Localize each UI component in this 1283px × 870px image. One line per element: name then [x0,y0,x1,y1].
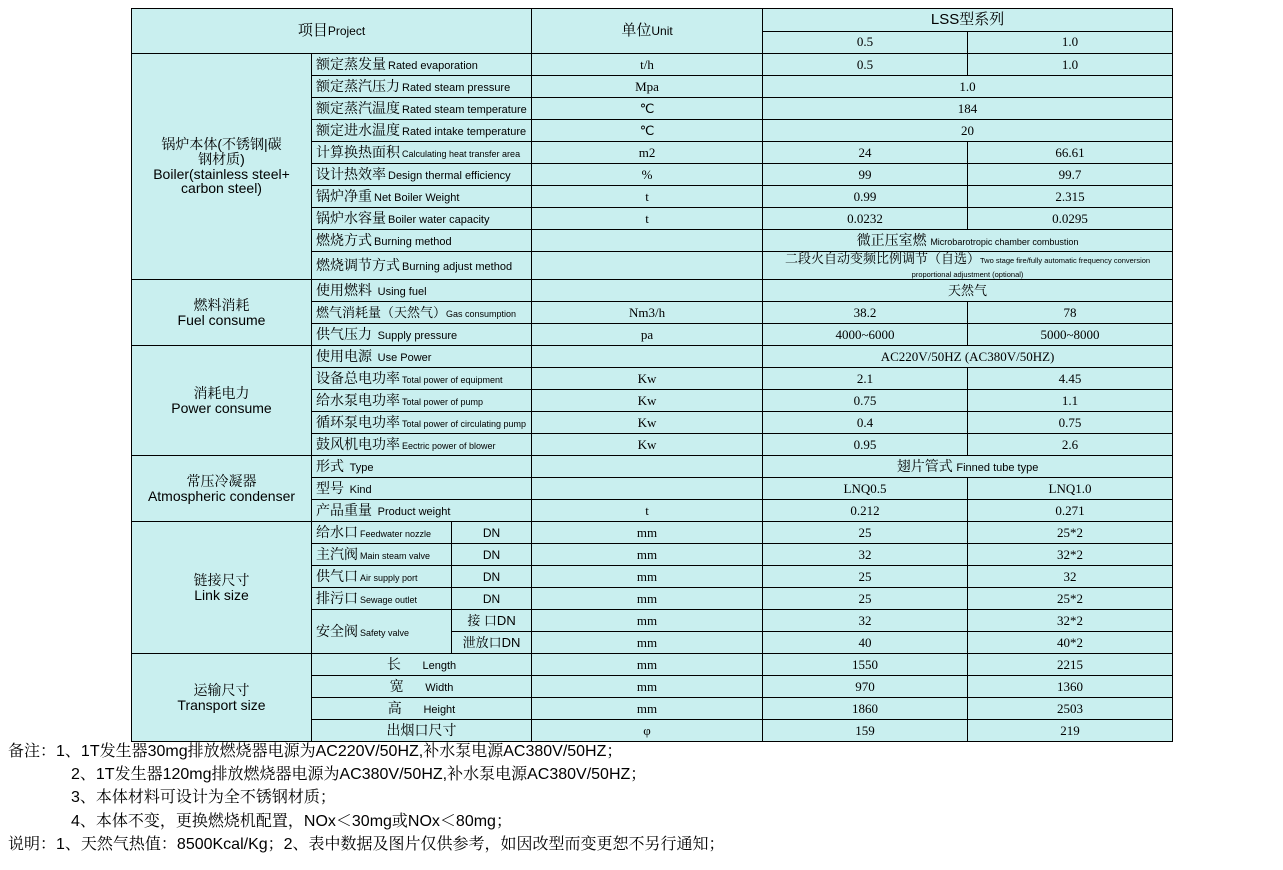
item-value-0: 970 [763,676,968,698]
remark-text: 3、本体材料可设计为全不锈钢材质； [71,789,336,807]
item-unit: pa [532,324,763,346]
item-value-0: 25 [763,522,968,544]
item-label: 锅炉净重 Net Boiler Weight [312,186,532,208]
explain-label: 说明： [8,835,57,853]
item-unit: mm [532,566,763,588]
item-sublabel: DN [452,588,532,610]
item-unit: mm [532,676,763,698]
remark-text: 4、本体不变，更换燃烧机配置，NOx＜30mg或NOx＜80mg； [71,812,512,830]
explain-text: 1、天然气热值：8500Kcal/Kg；2、表中数据及图片仅供参考，如因改型而变更恕不另行通知； [56,835,725,853]
item-value-1: 2.315 [968,186,1173,208]
item-value-0: 0.5 [763,54,968,76]
item-unit: mm [532,522,763,544]
table-row [132,456,1173,478]
item-value-0: 32 [763,610,968,632]
item-value-merged: 184 [763,98,1173,120]
header-series: LSS型系列 [763,9,1173,32]
item-label: 设计热效率 Design thermal efficiency [312,164,532,186]
item-sublabel: DN [452,566,532,588]
item-value-0: LNQ0.5 [763,478,968,500]
item-label: 额定蒸发量 Rated evaporation [312,54,532,76]
item-label-smoke-outlet: 出烟口尺寸 [312,720,532,742]
item-value-0: 0.75 [763,390,968,412]
item-unit: t [532,500,763,522]
item-value-0: 32 [763,544,968,566]
group-transport-size: 运输尺寸 Transport size [132,654,312,742]
table-row [132,522,1173,544]
group-link-size: 链接尺寸 Link size [132,522,312,654]
item-value-0: 25 [763,588,968,610]
item-unit: Kw [532,368,763,390]
remark-text: 1、1T发生器30mg排放燃烧器电源为AC220V/50HZ,补水泵电源AC380V/50HZ； [56,743,623,760]
item-unit: mm [532,654,763,676]
item-label: 使用燃料 Using fuel [312,280,532,302]
item-label: 额定蒸汽压力 Rated steam pressure [312,76,532,98]
table-row [132,346,1173,368]
item-value-1: LNQ1.0 [968,478,1173,500]
remark-line-1 [8,740,1278,763]
header-unit: 单位Unit [532,9,763,54]
item-value-0: 0.95 [763,434,968,456]
item-value-1: 1360 [968,676,1173,698]
group-fuel: 燃料消耗 Fuel consume [132,280,312,346]
item-value-1: 0.271 [968,500,1173,522]
item-label: 产品重量 Product weight [312,500,532,522]
item-label: 高 Height [312,698,532,720]
item-value-0: 40 [763,632,968,654]
item-unit: ℃ [532,120,763,142]
header-model-0: 0.5 [763,31,968,54]
item-label-safety-valve: 安全阀 Safety valve [312,610,452,654]
item-value-0: 0.212 [763,500,968,522]
item-value-1: 66.61 [968,142,1173,164]
specification-table [131,8,1173,742]
item-value-0: 0.0232 [763,208,968,230]
item-unit: t [532,208,763,230]
item-unit: t/h [532,54,763,76]
item-sublabel: 接 口DN [452,610,532,632]
item-unit: Mpa [532,76,763,98]
remark-line-4 [8,810,1278,833]
item-value-merged: 天然气 [763,280,1173,302]
item-value-0: 38.2 [763,302,968,324]
item-sublabel: 泄放口DN [452,632,532,654]
item-value-0: 99 [763,164,968,186]
item-unit: Kw [532,390,763,412]
item-value-1: 2503 [968,698,1173,720]
item-label: 计算换热面积 Calculating heat transfer area [312,142,532,164]
item-value-1: 78 [968,302,1173,324]
item-label: 宽 Width [312,676,532,698]
item-label: 长 Length [312,654,532,676]
item-label: 燃气消耗量（天然气）Gas consumption [312,302,532,324]
item-unit: mm [532,610,763,632]
item-unit: Nm3/h [532,302,763,324]
item-sublabel: DN [452,522,532,544]
item-unit [532,346,763,368]
item-value-1: 32*2 [968,544,1173,566]
item-value-1: 25*2 [968,588,1173,610]
header-model-1: 1.0 [968,31,1173,54]
item-label: 主汽阀 Main steam valve [312,544,452,566]
item-value-1: 1.0 [968,54,1173,76]
item-label: 形式 Type [312,456,532,478]
item-unit: φ [532,720,763,742]
item-value-merged: 翅片管式 Finned tube type [763,456,1173,478]
item-value-merged: 20 [763,120,1173,142]
item-unit [532,252,763,280]
item-label: 额定进水温度 Rated intake temperature [312,120,532,142]
table-header-row [132,9,1173,32]
item-value-merged: 二段火自动变频比例调节（自选）Two stage fire/fully automatic frequency conversion proportional adjustment (optional) [763,252,1173,280]
item-value-0: 2.1 [763,368,968,390]
item-value-0: 0.4 [763,412,968,434]
item-value-1: 4.45 [968,368,1173,390]
item-value-1: 25*2 [968,522,1173,544]
table-row [132,54,1173,76]
remark-label: 备注： [8,743,57,760]
item-unit: Kw [532,412,763,434]
item-value-1: 2.6 [968,434,1173,456]
group-boiler: 锅炉本体(不锈钢|碳 钢材质) Boiler(stainless steel+ carbon steel) [132,54,312,280]
item-label: 供气压力 Supply pressure [312,324,532,346]
item-label: 燃烧调节方式 Burning adjust method [312,252,532,280]
item-label: 供气口 Air supply port [312,566,452,588]
item-unit: m2 [532,142,763,164]
item-value-0: 25 [763,566,968,588]
item-unit: ℃ [532,98,763,120]
item-value-1: 32*2 [968,610,1173,632]
item-value-1: 32 [968,566,1173,588]
item-unit [532,230,763,252]
item-value-0: 4000~6000 [763,324,968,346]
item-value-1: 219 [968,720,1173,742]
item-value-1: 2215 [968,654,1173,676]
item-value-0: 159 [763,720,968,742]
remark-line-2 [8,763,1278,786]
item-unit: Kw [532,434,763,456]
item-unit: % [532,164,763,186]
item-label: 锅炉水容量 Boiler water capacity [312,208,532,230]
item-value-1: 0.75 [968,412,1173,434]
item-unit: mm [532,698,763,720]
item-value-1: 99.7 [968,164,1173,186]
item-value-0: 1550 [763,654,968,676]
item-value-0: 1860 [763,698,968,720]
item-value-0: 0.99 [763,186,968,208]
item-value-1: 5000~8000 [968,324,1173,346]
item-unit: mm [532,588,763,610]
item-label: 燃烧方式 Burning method [312,230,532,252]
item-label: 使用电源 Use Power [312,346,532,368]
item-value-merged: 微正压室燃 Microbarotropic chamber combustion [763,230,1173,252]
item-unit: t [532,186,763,208]
item-label: 给水泵电功率 Total power of pump [312,390,532,412]
item-label: 额定蒸汽温度 Rated steam temperature [312,98,532,120]
item-label: 型号 Kind [312,478,532,500]
remark-line-3 [8,786,1278,809]
item-unit [532,456,763,478]
item-label: 鼓风机电功率 Eectric power of blower [312,434,532,456]
table-row [132,280,1173,302]
table-row [132,654,1173,676]
item-unit: mm [532,544,763,566]
item-unit [532,478,763,500]
header-project: 项目Project [132,9,532,54]
group-power: 消耗电力 Power consume [132,346,312,456]
item-value-1: 1.1 [968,390,1173,412]
item-value-merged: 1.0 [763,76,1173,98]
item-label: 设备总电功率 Total power of equipment [312,368,532,390]
item-label: 循环泵电功率 Total power of circulating pump [312,412,532,434]
footer-notes [8,740,1278,856]
item-value-1: 0.0295 [968,208,1173,230]
item-sublabel: DN [452,544,532,566]
item-value-merged: AC220V/50HZ (AC380V/50HZ) [763,346,1173,368]
item-value-1: 40*2 [968,632,1173,654]
explain-line [8,833,1278,856]
item-label: 给水口 Feedwater nozzle [312,522,452,544]
item-unit [532,280,763,302]
item-unit: mm [532,632,763,654]
item-value-0: 24 [763,142,968,164]
remark-text: 2、1T发生器120mg排放燃烧器电源为AC380V/50HZ,补水泵电源AC380V/50HZ； [71,766,647,784]
group-condenser: 常压冷凝器 Atmospheric condenser [132,456,312,522]
item-label: 排污口 Sewage outlet [312,588,452,610]
